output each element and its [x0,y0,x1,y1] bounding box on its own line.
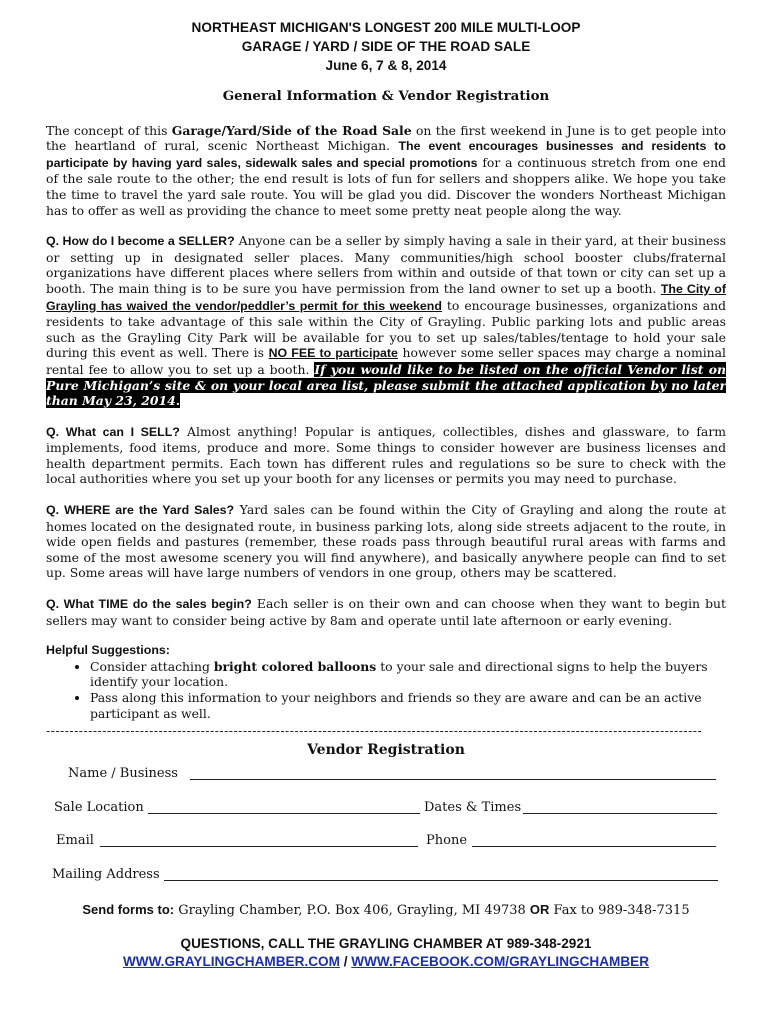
suggestions-list [46,659,726,721]
sale-location-label: Sale Location [54,799,144,815]
time-question: Q. What TIME do the sales begin? [46,597,252,612]
vendor-list-highlight: If you would like to be listed on the official Vendor list on Pure Michigan’s site & on your local area list, please submit the attached application by no later than May 23, 2014. [46,361,726,409]
dates-times-label: Dates & Times [424,799,522,815]
sell-faq: Q. What can I SELL? Almost anything! Popular is antiques, collectibles, dishes and glassware, to farm implements, food items, produce and more. Some things to consider however are business licenses and health department permits. Each town has different rules and regulations so be sure to check with the local authorities where you set up your booth for any licenses or permits you may need to purchase. [46,423,726,487]
where-question: Q. WHERE are the Yard Sales? [46,503,235,518]
cut-line-divider: -------------------------------------------------------------------------------------------------------------------------------------------- [46,723,703,739]
intro-paragraph: The concept of this Garage/Yard/Side of the Road Sale on the first weekend in June is to get people into the heartland of rural, scenic Northeast Michigan. The event encourages businesses and residents to participate by having yard sales, sidewalk sales and special promotions for a continuous stretch from one end of the sale route to the other; the end result is lots of fun for sellers and shoppers alike. We hope you take the time to travel the yard sale route. You will be glad you did. Discover the wonders Northeast Michigan has to offer as well as providing the chance to meet some pretty neat people along the way. [46,122,726,218]
list-item: • Pass along this information to your neighbors and friends so they are aware and can be an active participant as well. [90,690,726,721]
chamber-website-link[interactable]: WWW.GRAYLINGCHAMBER.COM [122,953,340,969]
helpful-suggestions [46,643,726,721]
phone-label: Phone [426,833,468,849]
questions-phone: QUESTIONS, CALL THE GRAYLING CHAMBER AT 989-348-2921 [180,935,592,951]
mailing-address-row [46,859,726,893]
send-forms-label: Send forms to: [82,902,175,918]
send-forms-info: Send forms to: Grayling Chamber, P.O. Box 406, Grayling, MI 49738 OR Fax to 989-348-7315 [82,902,690,919]
document-page [46,18,726,971]
sell-question: Q. What can I SELL? [46,424,180,439]
seller-question: Q. How do I become a SELLER? [46,234,235,249]
header-title-line1: NORTHEAST MICHIGAN'S LONGEST 200 MILE MULTI-LOOP [191,20,581,35]
email-field[interactable] [100,846,418,847]
phone-field[interactable] [472,846,716,847]
time-faq: Q. What TIME do the sales begin? Each seller is on their own and can choose when they want to begin but sellers may want to consider being active by 8am and operate until late afternoon or early evening. [46,596,726,628]
name-business-label: Name / Business [68,766,178,782]
name-business-field[interactable] [190,779,716,780]
name-business-row [46,758,726,792]
email-label: Email [56,833,94,849]
sale-location-field[interactable] [148,813,420,814]
email-phone-row [46,825,726,859]
no-fee-note: NO FEE to participate [268,346,398,361]
header-title-line2: GARAGE / YARD / SIDE OF THE ROAD SALE [241,39,531,54]
mailing-address-label: Mailing Address [52,866,160,882]
list-item: • Consider attaching bright colored balloons to your sale and directional signs to help the buyers identify your location. [90,659,726,690]
where-faq: Q. WHERE are the Yard Sales? Yard sales can be found within the City of Grayling and along the route at homes located on the designated route, in business parking lots, along side streets adjacent to the route, in wide open fields and pastures (remember, these roads pass through beautiful rural areas with farms and some of the most awesome scenery you will find anywhere), and basically anywhere people can find to set up. Some areas will have large numbers of vendors in one group, others may be scattered. [46,502,726,581]
header-event-dates: June 6, 7 & 8, 2014 [325,58,447,73]
footer: QUESTIONS, CALL THE GRAYLING CHAMBER AT 989-348-2921 WWW.GRAYLINGCHAMBER.COM / WWW.FACEBOOK.COM/GRAYLINGCHAMBER [46,935,726,971]
section-subheader: General Information & Vendor Registration [222,88,550,104]
suggestions-title: Helpful Suggestions: [46,643,170,658]
mailing-address-field[interactable] [164,880,718,881]
document-header [46,18,726,75]
location-dates-row [46,792,726,826]
permit-waiver-note: The City of Grayling has waived the vendor/peddler’s permit for this weekend [46,281,726,313]
seller-faq: Q. How do I become a SELLER? Anyone can be a seller by simply having a sale in their yard, at their business or setting up in designated seller places. Many communities/high school booster clubs/fraternal organizations have different places where sellers from within and outside of that town or city can set up a booth. The main thing is to be sure you have permission from the land owner to set up a booth. The City of Grayling has waived the vendor/peddler’s permit for this weekend to encourage businesses, organizations and residents to take advantage of this sale within the City of Grayling. Public parking lots and public areas such as the Grayling City Park will be available for you to set up sales/tables/tentage to hold your sale during this event as well. There is NO FEE to participate however some seller spaces may charge a nominal rental fee to allow you to set up a booth. If you would like to be listed on the official Vendor list on Pure Michigan’s site & on your local area list, please submit the attached application by no later than May 23, 2014. [46,233,726,409]
registration-title: Vendor Registration [307,741,465,758]
dates-times-field[interactable] [523,813,717,814]
facebook-link[interactable]: WWW.FACEBOOK.COM/GRAYLINGCHAMBER [351,953,650,969]
